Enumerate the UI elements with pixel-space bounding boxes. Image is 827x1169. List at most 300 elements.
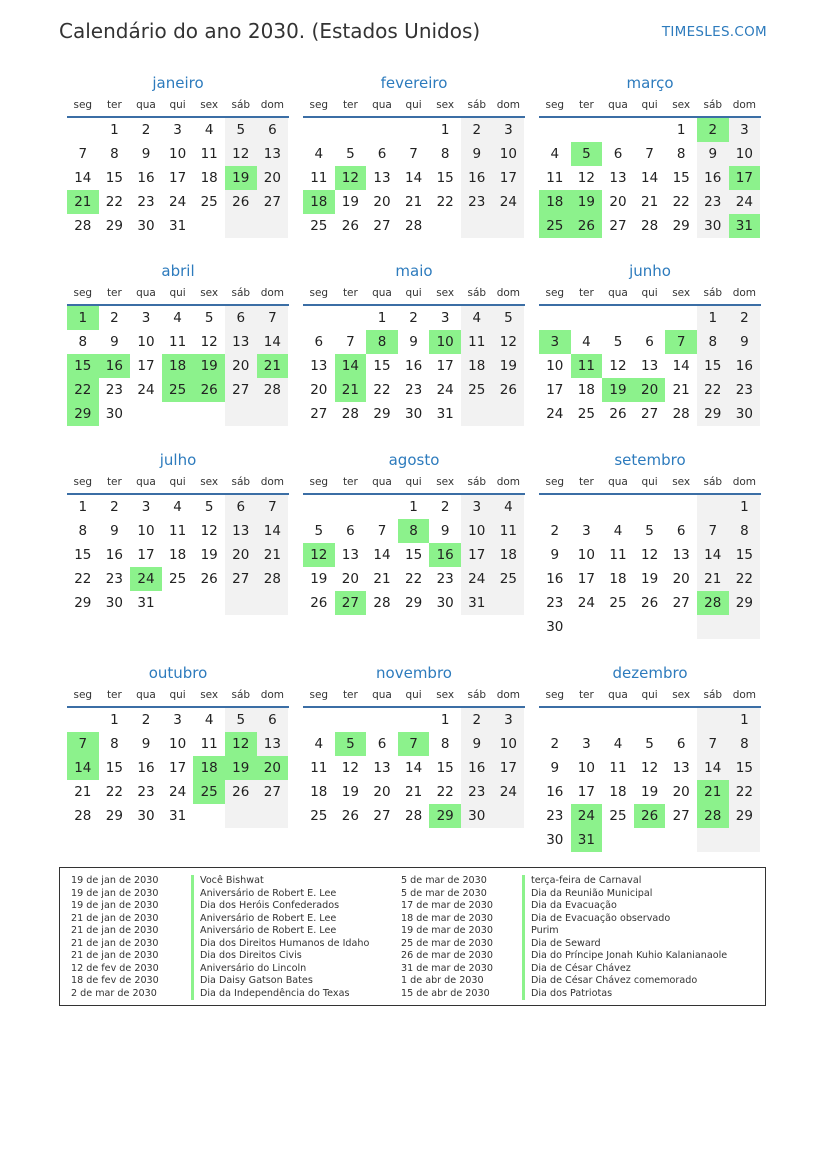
legend-date: 17 de mar de 2030 — [401, 900, 493, 911]
day-cell: 6 — [645, 334, 654, 350]
empty-cell — [335, 306, 367, 330]
weekday-label: sáb — [703, 689, 723, 701]
site-logo-link[interactable]: TIMESLES.COM — [661, 24, 767, 40]
day-cell: 9 — [461, 732, 493, 756]
weekday-label: sáb — [231, 287, 251, 299]
day-cell: 29 — [105, 218, 123, 234]
weekday-header — [67, 94, 289, 118]
holiday-day-cell: 17 — [729, 166, 761, 190]
day-cell: 1 — [676, 122, 686, 138]
legend-dates-right — [401, 875, 493, 1000]
weekday-label: dom — [496, 99, 521, 111]
day-cell: 16 — [137, 760, 155, 776]
day-cell: 5 — [204, 310, 214, 326]
month-name: fevereiro — [380, 74, 448, 92]
day-cell: 21 — [404, 784, 423, 800]
day-cell: 22 — [404, 571, 423, 587]
day-cell: 10 — [137, 523, 155, 539]
day-cell: 6 — [613, 146, 623, 162]
weekday-label: qui — [169, 287, 186, 299]
legend-date: 26 de mar de 2030 — [401, 950, 493, 961]
day-cell: 12 — [200, 523, 218, 539]
empty-cell — [634, 118, 666, 142]
month-name: junho — [629, 262, 671, 280]
legend-date: 5 de mar de 2030 — [401, 887, 487, 899]
day-cell: 8 — [676, 146, 686, 162]
weekday-label: ter — [342, 99, 358, 111]
legend-holiday-name: terça-feira de Carnaval — [522, 875, 727, 888]
day-cell: 7 — [409, 146, 418, 162]
day-cell: 3 — [440, 310, 450, 326]
day-cell: 25 — [609, 808, 627, 824]
day-cell: 27 — [373, 218, 391, 234]
holiday-day-cell: 2 — [697, 118, 729, 142]
day-cell: 15 — [436, 170, 454, 186]
day-cell: 13 — [225, 330, 257, 354]
empty-cell — [634, 306, 666, 330]
day-cell: 9 — [110, 334, 119, 350]
weekday-label: dom — [732, 689, 757, 701]
weekday-header — [539, 471, 761, 495]
weekday-label: sex — [436, 287, 455, 299]
day-cell: 28 — [672, 406, 690, 422]
legend-holiday-name: Dia de Seward — [522, 938, 727, 951]
day-cell: 25 — [577, 406, 595, 422]
day-cell: 14 — [404, 760, 423, 776]
month-name: janeiro — [152, 74, 204, 92]
day-cell: 22 — [105, 784, 123, 800]
holiday-day-cell: 8 — [398, 519, 430, 543]
weekday-label: ter — [106, 689, 122, 701]
day-cell: 18 — [609, 571, 627, 587]
empty-cell — [257, 214, 289, 238]
day-cell: 6 — [225, 495, 257, 519]
holiday-day-cell: 5 — [335, 732, 367, 756]
weekday-label: dom — [260, 689, 285, 701]
day-cell: 31 — [137, 595, 155, 611]
weekday-label: seg — [309, 99, 329, 111]
day-cell: 6 — [257, 118, 289, 142]
day-cell: 8 — [440, 736, 450, 752]
empty-cell — [665, 708, 697, 732]
holiday-day-cell: 18 — [539, 190, 571, 214]
weekday-label: qua — [372, 287, 392, 299]
day-cell: 7 — [645, 146, 654, 162]
weekday-label: seg — [309, 287, 329, 299]
day-cell: 11 — [546, 170, 564, 186]
day-cell: 14 — [697, 543, 729, 567]
day-cell: 29 — [105, 808, 123, 824]
day-cell: 7 — [78, 146, 88, 162]
weekday-label: sex — [672, 476, 691, 488]
day-cell: 23 — [137, 784, 155, 800]
holiday-day-cell: 28 — [697, 804, 729, 828]
day-cell: 23 — [697, 190, 729, 214]
empty-cell — [493, 402, 525, 426]
day-cell: 17 — [436, 358, 454, 374]
holiday-day-cell: 11 — [571, 354, 603, 378]
day-cell: 23 — [436, 571, 454, 587]
holiday-day-cell: 21 — [335, 378, 367, 402]
day-cell: 14 — [404, 170, 423, 186]
day-cell: 1 — [440, 122, 450, 138]
day-cell: 6 — [676, 523, 686, 539]
legend-date: 21 de jan de 2030 — [71, 925, 159, 936]
holiday-day-cell: 19 — [571, 190, 603, 214]
day-cell: 19 — [310, 571, 328, 587]
day-cell: 3 — [141, 499, 151, 515]
weekday-label: seg — [545, 287, 565, 299]
day-cell: 21 — [257, 543, 289, 567]
day-cell: 30 — [546, 619, 564, 635]
day-cell: 10 — [168, 146, 187, 162]
day-cell: 4 — [204, 712, 214, 728]
weekday-label: seg — [309, 476, 329, 488]
weekday-header — [67, 282, 289, 306]
weekday-label: ter — [578, 689, 594, 701]
month-fevereiro — [303, 72, 525, 238]
legend-date: 15 de abr de 2030 — [401, 987, 490, 999]
day-cell: 30 — [105, 595, 123, 611]
day-cell: 27 — [257, 190, 289, 214]
weekday-header — [539, 282, 761, 306]
weekday-label: seg — [73, 99, 93, 111]
month-name: setembro — [614, 451, 686, 469]
weekday-label: sáb — [703, 99, 723, 111]
empty-cell — [225, 804, 257, 828]
holiday-day-cell: 19 — [225, 756, 257, 780]
day-cell: 8 — [110, 146, 119, 162]
day-cell: 9 — [440, 523, 450, 539]
day-cell: 2 — [550, 523, 560, 539]
month-abril — [67, 260, 289, 426]
day-cell: 4 — [582, 334, 591, 350]
day-cell: 23 — [546, 595, 564, 611]
day-cell: 30 — [105, 406, 123, 422]
day-cell: 22 — [729, 780, 761, 804]
day-cell: 27 — [672, 808, 690, 824]
day-cell: 26 — [341, 808, 359, 824]
day-cell: 24 — [546, 406, 564, 422]
day-cell: 4 — [613, 523, 623, 539]
legend-holiday-name: Dia da Evacuação — [522, 900, 727, 913]
weekday-label: qua — [608, 689, 628, 701]
month-name: dezembro — [612, 664, 688, 682]
legend-holiday-name: Dia Daisy Gatson Bates — [191, 975, 369, 988]
empty-cell — [461, 214, 493, 238]
day-cell: 3 — [493, 118, 525, 142]
empty-cell — [366, 495, 398, 519]
day-cell: 5 — [346, 146, 355, 162]
weekday-label: qua — [608, 99, 628, 111]
day-grid — [67, 495, 289, 615]
day-cell: 5 — [225, 708, 257, 732]
month-março — [539, 72, 761, 238]
day-cell: 2 — [409, 310, 418, 326]
day-cell: 25 — [461, 378, 493, 402]
day-cell: 1 — [440, 712, 450, 728]
day-cell: 6 — [257, 708, 289, 732]
day-cell: 16 — [461, 756, 493, 780]
holiday-day-cell: 28 — [697, 591, 729, 615]
legend-date: 2 de mar de 2030 — [71, 987, 157, 999]
weekday-label: seg — [73, 476, 93, 488]
day-cell: 15 — [74, 547, 92, 563]
day-cell: 9 — [409, 334, 418, 350]
empty-cell — [67, 708, 99, 732]
month-agosto — [303, 449, 525, 615]
day-cell: 18 — [577, 382, 595, 398]
day-cell: 20 — [257, 166, 289, 190]
weekday-header — [67, 471, 289, 495]
legend-holiday-name: Dia dos Patriotas — [522, 988, 727, 1001]
day-cell: 8 — [729, 519, 761, 543]
legend-holiday-name: Aniversário de Robert E. Lee — [191, 913, 369, 926]
day-cell: 9 — [729, 330, 761, 354]
weekday-label: ter — [342, 476, 358, 488]
empty-cell — [571, 615, 603, 639]
day-cell: 7 — [697, 732, 729, 756]
empty-cell — [398, 118, 430, 142]
month-name: julho — [159, 451, 197, 469]
holiday-day-cell: 1 — [67, 306, 99, 330]
day-cell: 17 — [137, 547, 155, 563]
weekday-label: sáb — [703, 287, 723, 299]
empty-cell — [571, 306, 603, 330]
day-grid — [67, 306, 289, 426]
day-cell: 5 — [204, 499, 214, 515]
day-cell: 28 — [74, 808, 92, 824]
holiday-day-cell: 18 — [303, 190, 335, 214]
day-cell: 1 — [697, 306, 729, 330]
weekday-label: sáb — [467, 476, 487, 488]
weekday-label: sáb — [467, 99, 487, 111]
day-cell: 2 — [461, 118, 493, 142]
empty-cell — [225, 591, 257, 615]
day-cell: 28 — [404, 808, 423, 824]
day-cell: 30 — [546, 832, 564, 848]
day-cell: 3 — [582, 736, 591, 752]
day-cell: 26 — [310, 595, 328, 611]
empty-cell — [303, 118, 335, 142]
day-cell: 9 — [141, 736, 151, 752]
day-cell: 17 — [546, 382, 564, 398]
day-grid — [539, 708, 761, 852]
day-cell: 14 — [373, 547, 391, 563]
day-cell: 18 — [310, 784, 328, 800]
empty-cell — [257, 804, 289, 828]
legend-holiday-name: Dia da Independência do Texas — [191, 988, 369, 1001]
day-cell: 20 — [373, 784, 391, 800]
day-cell: 29 — [74, 595, 92, 611]
weekday-label: qui — [169, 689, 186, 701]
day-cell: 25 — [609, 595, 627, 611]
day-cell: 12 — [493, 330, 525, 354]
holiday-day-cell: 10 — [429, 330, 461, 354]
day-grid — [303, 118, 525, 238]
day-cell: 11 — [310, 170, 328, 186]
day-cell: 18 — [461, 354, 493, 378]
legend-date: 19 de jan de 2030 — [71, 900, 159, 911]
day-cell: 23 — [461, 780, 493, 804]
day-cell: 3 — [493, 708, 525, 732]
weekday-label: seg — [309, 689, 329, 701]
weekday-label: qua — [136, 689, 156, 701]
weekday-label: dom — [496, 689, 521, 701]
day-cell: 4 — [314, 736, 324, 752]
day-cell: 15 — [697, 354, 729, 378]
empty-cell — [697, 615, 729, 639]
day-cell: 10 — [168, 736, 187, 752]
holiday-day-cell: 12 — [303, 543, 335, 567]
day-cell: 23 — [404, 382, 423, 398]
day-cell: 4 — [613, 736, 623, 752]
legend-date: 31 de mar de 2030 — [401, 962, 493, 974]
weekday-label: ter — [578, 99, 594, 111]
holiday-day-cell: 12 — [335, 166, 367, 190]
holiday-day-cell: 5 — [571, 142, 603, 166]
day-cell: 28 — [640, 218, 659, 234]
weekday-label: sex — [672, 689, 691, 701]
legend-date: 1 de abr de 2030 — [401, 975, 484, 986]
day-cell: 29 — [729, 804, 761, 828]
day-cell: 20 — [225, 543, 257, 567]
month-name: outubro — [148, 664, 208, 682]
day-cell: 13 — [225, 519, 257, 543]
day-cell: 12 — [640, 547, 659, 563]
empty-cell — [539, 306, 571, 330]
day-cell: 31 — [168, 218, 187, 234]
day-cell: 21 — [373, 571, 391, 587]
day-cell: 21 — [404, 194, 423, 210]
day-cell: 13 — [672, 547, 690, 563]
day-cell: 31 — [168, 808, 187, 824]
weekday-label: sáb — [231, 99, 251, 111]
day-cell: 30 — [137, 808, 155, 824]
empty-cell — [398, 708, 430, 732]
weekday-label: seg — [73, 689, 93, 701]
weekday-label: sáb — [703, 476, 723, 488]
day-cell: 14 — [257, 330, 289, 354]
day-cell: 13 — [310, 358, 328, 374]
day-cell: 11 — [609, 760, 627, 776]
legend-holiday-name: Dia de César Chávez comemorado — [522, 975, 727, 988]
weekday-label: qui — [405, 476, 422, 488]
day-cell: 17 — [461, 543, 493, 567]
day-cell: 3 — [461, 495, 493, 519]
weekday-label: sex — [200, 476, 219, 488]
month-maio — [303, 260, 525, 426]
day-cell: 11 — [200, 146, 218, 162]
day-cell: 7 — [697, 519, 729, 543]
legend-date: 19 de mar de 2030 — [401, 925, 493, 936]
weekday-label: qui — [641, 476, 658, 488]
day-cell: 27 — [672, 595, 690, 611]
day-cell: 6 — [225, 306, 257, 330]
empty-cell — [634, 615, 666, 639]
day-cell: 23 — [729, 378, 761, 402]
day-cell: 4 — [314, 146, 324, 162]
day-cell: 28 — [257, 567, 289, 591]
legend-holiday-name: Você Bishwat — [191, 875, 369, 888]
empty-cell — [539, 118, 571, 142]
day-cell: 22 — [436, 784, 454, 800]
weekday-label: ter — [342, 287, 358, 299]
month-outubro — [67, 662, 289, 828]
day-cell: 24 — [137, 382, 155, 398]
day-cell: 8 — [110, 736, 119, 752]
day-cell: 18 — [200, 170, 218, 186]
day-cell: 27 — [310, 406, 328, 422]
weekday-label: sex — [672, 99, 691, 111]
day-cell: 30 — [697, 214, 729, 238]
weekday-label: dom — [496, 476, 521, 488]
day-cell: 9 — [550, 547, 560, 563]
day-grid — [303, 306, 525, 426]
day-cell: 21 — [74, 784, 92, 800]
day-cell: 16 — [546, 784, 564, 800]
holiday-day-cell: 16 — [429, 543, 461, 567]
weekday-label: ter — [106, 287, 122, 299]
empty-cell — [729, 828, 761, 852]
day-cell: 19 — [341, 784, 359, 800]
legend-date: 18 de mar de 2030 — [401, 912, 493, 924]
weekday-label: qui — [405, 99, 422, 111]
weekday-label: sáb — [231, 476, 251, 488]
empty-cell — [257, 402, 289, 426]
legend-holiday-name: Aniversário de Robert E. Lee — [191, 925, 369, 938]
weekday-label: dom — [732, 99, 757, 111]
empty-cell — [461, 402, 493, 426]
empty-cell — [493, 804, 525, 828]
day-cell: 21 — [672, 382, 690, 398]
day-cell: 2 — [110, 310, 119, 326]
weekday-label: qua — [136, 99, 156, 111]
day-cell: 26 — [200, 571, 218, 587]
day-cell: 27 — [640, 406, 659, 422]
empty-cell — [539, 495, 571, 519]
empty-cell — [602, 495, 634, 519]
day-cell: 15 — [672, 170, 690, 186]
weekday-label: dom — [260, 99, 285, 111]
day-grid — [539, 118, 761, 238]
holiday-day-cell: 3 — [539, 330, 571, 354]
day-cell: 30 — [404, 406, 423, 422]
legend-date: 18 de fev de 2030 — [71, 975, 159, 986]
weekday-label: qua — [136, 287, 156, 299]
day-cell: 9 — [110, 523, 119, 539]
month-dezembro — [539, 662, 761, 852]
day-cell: 14 — [257, 519, 289, 543]
day-cell: 12 — [341, 760, 359, 776]
day-cell: 24 — [461, 567, 493, 591]
day-cell: 2 — [440, 499, 450, 515]
day-cell: 28 — [404, 218, 423, 234]
day-cell: 26 — [640, 595, 659, 611]
legend-names-left — [191, 875, 369, 1000]
holiday-day-cell: 7 — [665, 330, 697, 354]
day-cell: 2 — [141, 712, 151, 728]
holiday-day-cell: 20 — [634, 378, 666, 402]
month-name: agosto — [388, 451, 440, 469]
day-cell: 27 — [373, 808, 391, 824]
weekday-header — [539, 94, 761, 118]
empty-cell — [539, 708, 571, 732]
empty-cell — [571, 118, 603, 142]
day-cell: 27 — [257, 780, 289, 804]
day-cell: 4 — [173, 310, 182, 326]
weekday-label: qui — [641, 689, 658, 701]
